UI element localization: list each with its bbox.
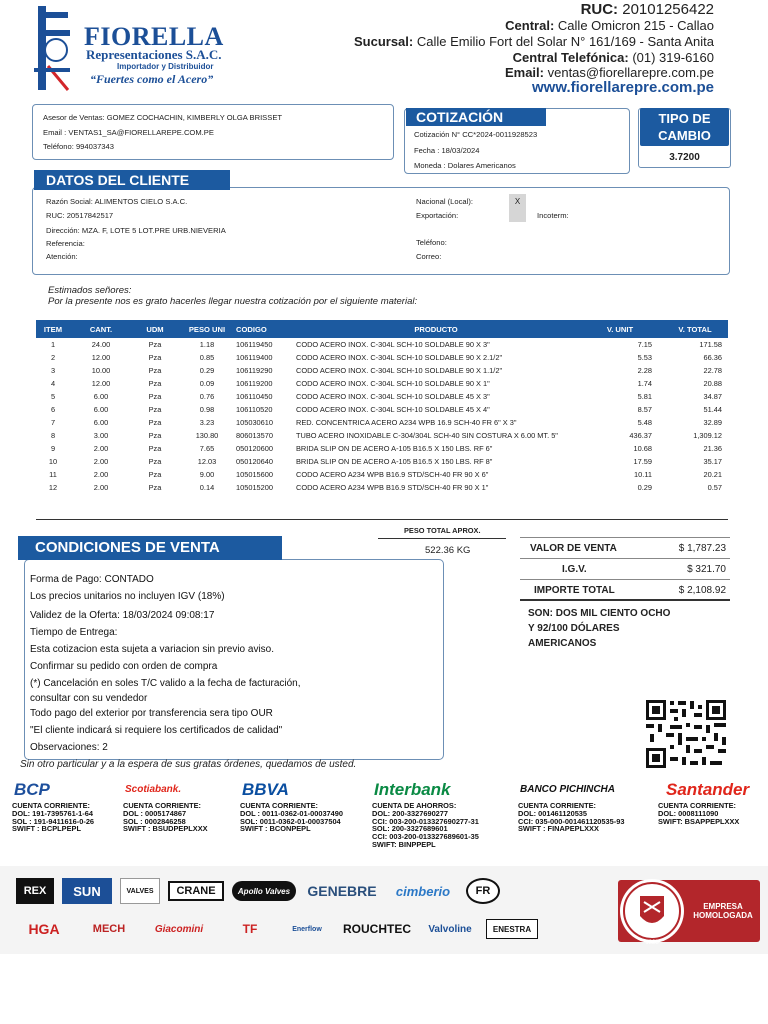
table-cell-codigo: 106119400 (236, 353, 273, 362)
table-cell-item: 5 (50, 392, 56, 401)
table-cell-item: 3 (50, 366, 56, 375)
table-cell-item: 2 (50, 353, 56, 362)
table-cell-v-total: 22.78 (703, 366, 722, 375)
items-table-header (36, 320, 728, 338)
bank-account-line: SWIFT: BSAPPEPLXXX (658, 816, 740, 826)
table-cell-v-total: 32.89 (703, 418, 722, 427)
bank-account-line: DOL: 001461120535 (518, 808, 588, 818)
condition-line: (*) Cancelación en soles T/C valido a la fecha de facturación, (30, 678, 301, 689)
qr-code-icon (644, 698, 730, 770)
table-cell-v-total: 35.17 (703, 457, 722, 466)
table-cell-v-unit: 10.11 (634, 470, 652, 479)
table-cell-peso-uni: 0.29 (199, 366, 215, 375)
company-logo-icon (34, 6, 74, 92)
table-cell-item: 9 (50, 444, 56, 453)
bank-account-type: CUENTA CORRIENTE: (240, 801, 319, 810)
quote-number: Cotización N° CC*2024-0011928523 (414, 130, 538, 139)
condition-line: Esta cotizacion esta sujeta a variacion sin previo aviso. (30, 644, 275, 655)
brand-logo: FR (466, 878, 500, 904)
table-row (36, 416, 728, 429)
table-cell-v-total: 20.88 (703, 379, 722, 388)
bank-logo: Interbank (374, 780, 451, 799)
importe-total-row: IMPORTE TOTAL $ 2,108.92 (520, 580, 730, 601)
table-cell-udm: Pza (148, 405, 162, 414)
bank-column (372, 778, 512, 849)
table-cell-cant: 2.00 (93, 444, 109, 453)
table-cell-producto: CODO ACERO INOX. C-304L SCH-10 SOLDABLE 90 X 1" (296, 379, 490, 388)
table-cell-cant: 12.00 (91, 353, 111, 362)
col-vunit: V. UNIT (578, 320, 662, 338)
table-cell-v-unit: 7.15 (637, 340, 652, 349)
bank-account-line: SWIFT : BCPLPEPL (12, 824, 81, 834)
table-cell-v-unit: 8.57 (637, 405, 652, 414)
client-direccion: Dirección: MZA. F, LOTE 5 LOT.PRE URB.NIEVERIA (46, 226, 226, 235)
table-cell-udm: Pza (148, 444, 162, 453)
table-row (36, 377, 728, 390)
col-peso: PESO UNI (178, 320, 236, 338)
table-cell-item: 4 (50, 379, 56, 388)
table-cell-v-unit: 436.37 (629, 431, 652, 440)
bank-account-type: CUENTA DE AHORROS: (372, 801, 457, 810)
valor-venta-row: VALOR DE VENTA $ 1,787.23 (520, 538, 730, 559)
igv-row: I.G.V. $ 321.70 (520, 559, 730, 580)
table-cell-item: 1 (50, 340, 56, 349)
weight-rule (378, 538, 506, 539)
condition-line: Forma de Pago: CONTADO (30, 574, 154, 585)
table-cell-v-total: 171.58 (699, 340, 722, 349)
condition-line: Observaciones: 2 (30, 742, 108, 753)
table-cell-peso-uni: 12.03 (197, 457, 217, 466)
quote-currency: Moneda : Dolares Americanos (414, 161, 516, 170)
table-bottom-rule (36, 519, 728, 520)
greeting-line-2: Por la presente nos es grato hacerles llegar nuestra cotización por el siguiente material: (48, 296, 418, 307)
table-row (36, 390, 728, 403)
company-website[interactable]: www.fiorellarepre.com.pe (532, 79, 714, 96)
company-tagline: Importador y Distribuidor (117, 62, 214, 71)
exchange-value: 3.7200 (669, 152, 700, 163)
table-cell-v-unit: 10.68 (633, 444, 652, 453)
table-cell-producto: CODO ACERO INOX. C-304L SCH-10 SOLDABLE 45 X 4" (296, 405, 490, 414)
bank-logo: BANCO PICHINCHA (520, 784, 615, 795)
table-cell-codigo: 105015600 (236, 470, 273, 479)
exchange-title: TIPO DE CAMBIO (640, 108, 729, 146)
bank-account-line: DOL : 0005174867 (123, 808, 187, 818)
table-cell-cant: 12.00 (91, 379, 111, 388)
table-cell-codigo: 105030610 (236, 418, 273, 427)
brand-logo: ROUCHTEC (343, 922, 411, 936)
table-cell-udm: Pza (148, 483, 162, 492)
table-cell-udm: Pza (148, 392, 162, 401)
amount-in-words: SON: DOS MIL CIENTO OCHO Y 92/100 DÓLARES AMERICANOS (528, 608, 671, 649)
table-cell-producto: RED. CONCENTRICA ACERO A234 WPB 16.9 SCH-40 FR 6" X 3" (296, 418, 517, 427)
table-cell-v-total: 0.57 (707, 483, 722, 492)
table-row (36, 442, 728, 455)
conditions-list (30, 571, 440, 756)
greeting-line-1: Estimados señores: (48, 285, 132, 296)
table-cell-codigo: 806013570 (236, 431, 273, 440)
table-cell-item: 7 (50, 418, 56, 427)
bank-logo: BBVA (242, 780, 289, 799)
table-cell-codigo: 050120600 (236, 444, 273, 453)
bank-account-line: CCI: 003-200-013327689601-35 (372, 832, 479, 842)
table-cell-codigo: 105015200 (236, 483, 273, 492)
table-cell-peso-uni: 3.23 (199, 418, 215, 427)
conditions-title: CONDICIONES DE VENTA (18, 536, 282, 560)
company-subtitle: Representaciones S.A.C. (86, 47, 222, 62)
bank-logo: Santander (666, 780, 750, 799)
advisor-box (32, 104, 394, 160)
table-cell-v-total: 34.87 (703, 392, 722, 401)
bank-column (240, 778, 380, 833)
bank-account-line: CCI: 035-000-001461120535-93 (518, 816, 625, 826)
table-cell-producto: BRIDA SLIP ON DE ACERO A-105 B16.5 X 150 LBS. RF 8" (296, 457, 493, 466)
brand-logo: VALVES (120, 878, 160, 904)
table-cell-v-unit: 5.48 (637, 418, 652, 427)
table-cell-producto: CODO ACERO INOX. C-304L SCH-10 SOLDABLE 90 X 2.1/2" (296, 353, 503, 362)
table-cell-v-total: 20.21 (703, 470, 722, 479)
table-row (36, 351, 728, 364)
table-cell-item: 12 (48, 483, 58, 492)
table-cell-producto: TUBO ACERO INOXIDABLE C-304/304L SCH-40 SIN COSTURA X 6.00 MT. 5" (296, 431, 558, 440)
brand-logo: Enerflow (292, 925, 322, 933)
client-telefono-label: Teléfono: (416, 238, 447, 247)
table-cell-cant: 3.00 (93, 431, 109, 440)
table-cell-producto: BRIDA SLIP ON DE ACERO A-105 B16.5 X 150 LBS. RF 6" (296, 444, 493, 453)
client-referencia: Referencia: (46, 239, 85, 248)
brand-logo: MECH (92, 923, 126, 935)
bank-account-line: SWIFT: BINPPEPL (372, 839, 436, 849)
company-slogan: “Fuertes como el Acero” (90, 72, 214, 86)
table-cell-cant: 10.00 (91, 366, 111, 375)
table-cell-codigo: 106119450 (236, 340, 273, 349)
condition-line: Tiempo de Entrega: (30, 627, 118, 638)
closing-text: Sin otro particular y a la espera de sus gratas órdenes, quedamos de usted. (20, 759, 357, 770)
table-cell-v-total: 51.44 (703, 405, 722, 414)
totals-table (520, 537, 730, 601)
certification-text: EMPRESA HOMOLOGADA (693, 902, 753, 920)
table-row (36, 403, 728, 416)
brands-row-2 (10, 912, 600, 946)
table-cell-v-total: 66.36 (703, 353, 722, 362)
weight-value: 522.36 KG (425, 545, 471, 556)
table-cell-v-total: 21.36 (703, 444, 722, 453)
company-name: FIORELLA (84, 22, 224, 51)
table-row (36, 429, 728, 442)
client-razon: Razón Social: ALIMENTOS CIELO S.A.C. (46, 197, 188, 206)
bank-account-line: DOL: 191-7395761-1-64 (12, 808, 93, 818)
condition-line: Los precios unitarios no incluyen IGV (18%) (30, 591, 225, 602)
table-cell-udm: Pza (148, 340, 162, 349)
table-cell-udm: Pza (148, 418, 162, 427)
table-cell-codigo: 106110520 (236, 405, 273, 414)
brand-logo: SUN (62, 878, 112, 904)
bureau-veritas-seal-icon (618, 876, 686, 946)
bank-account-type: CUENTA CORRIENTE: (658, 801, 737, 810)
bank-account-line: SOL: 200-3327689601 (372, 824, 448, 834)
table-cell-cant: 2.00 (93, 457, 109, 466)
table-cell-v-unit: 17.59 (633, 457, 652, 466)
advisor-name: Asesor de Ventas: GOMEZ COCHACHIN, KIMBERLY OLGA BRISSET (43, 113, 283, 122)
table-cell-cant: 6.00 (93, 392, 109, 401)
bank-account-line: DOL: 200-3327690277 (372, 808, 449, 818)
client-incoterm-label: Incoterm: (537, 211, 569, 220)
col-cant: CANT. (70, 320, 132, 338)
brand-logo: HGA (28, 921, 60, 937)
table-cell-peso-uni: 0.09 (199, 379, 215, 388)
brands-row-1 (16, 876, 596, 906)
quote-date: Fecha : 18/03/2024 (414, 146, 480, 155)
advisor-phone: Teléfono: 994037343 (43, 142, 114, 151)
condition-line: Confirmar su pedido con orden de compra (30, 661, 218, 672)
advisor-email: Email : VENTAS1_SA@FIORELLAREPE.COM.PE (43, 128, 214, 137)
bank-account-line: SOL : 191-9411616-0-26 (12, 816, 95, 826)
table-row (36, 338, 728, 351)
table-cell-peso-uni: 0.98 (199, 405, 215, 414)
brand-logo: Giacomini (154, 923, 204, 935)
table-cell-v-unit: 2.28 (637, 366, 652, 375)
table-cell-producto: CODO ACERO A234 WPB B16.9 STD/SCH-40 FR 90 X 6" (296, 470, 489, 479)
table-cell-peso-uni: 130.80 (195, 431, 219, 440)
bank-column (658, 778, 768, 825)
col-vtotal: V. TOTAL (662, 320, 728, 338)
certification-year: 1828 (645, 940, 659, 946)
table-cell-producto: CODO ACERO INOX. C-304L SCH-10 SOLDABLE 90 X 1.1/2" (296, 366, 503, 375)
brand-logo: REX (16, 878, 54, 904)
table-cell-cant: 6.00 (93, 405, 109, 414)
table-cell-v-total: 1,309.12 (693, 431, 722, 440)
brand-logo: Apollo Valves (232, 881, 296, 901)
bank-logo: Scotiabank. (125, 784, 182, 795)
certification-badge (618, 880, 760, 946)
table-cell-v-unit: 1.74 (637, 379, 652, 388)
brand-logo: CRANE (168, 881, 224, 901)
brand-logo: GENEBRE (307, 883, 377, 899)
table-cell-v-unit: 0.29 (637, 483, 652, 492)
table-cell-codigo: 106119200 (236, 379, 273, 388)
table-cell-peso-uni: 1.18 (199, 340, 215, 349)
table-cell-udm: Pza (148, 366, 162, 375)
weight-label: PESO TOTAL APROX. (404, 526, 481, 535)
client-atencion: Atención: (46, 252, 78, 261)
bank-account-type: CUENTA CORRIENTE: (12, 801, 91, 810)
client-exportacion-label: Exportación: (416, 211, 459, 220)
table-cell-producto: CODO ACERO INOX. C-304L SCH-10 SOLDABLE 45 X 3" (296, 392, 490, 401)
table-cell-cant: 2.00 (93, 470, 109, 479)
condition-line: Todo pago del exterior por transferencia sera tipo OUR (30, 708, 273, 719)
table-cell-v-unit: 5.53 (637, 353, 652, 362)
client-nacional-label: Nacional (Local): (416, 197, 473, 206)
brand-logo: TF (242, 922, 258, 936)
table-cell-item: 10 (48, 457, 58, 466)
table-row (36, 468, 728, 481)
company-phone: Central Telefónica: (01) 319-6160 (512, 50, 714, 65)
table-cell-codigo: 106110450 (236, 392, 273, 401)
table-cell-producto: CODO ACERO A234 WPB B16.9 STD/SCH-40 FR 90 X 1" (296, 483, 489, 492)
table-cell-v-unit: 5.81 (637, 392, 652, 401)
items-table (36, 320, 728, 494)
table-cell-cant: 2.00 (93, 483, 109, 492)
col-udm: UDM (132, 320, 178, 338)
table-cell-peso-uni: 0.76 (199, 392, 215, 401)
client-title: DATOS DEL CLIENTE (34, 170, 230, 190)
bank-account-line: SWIFT : BSUDPEPLXXX (123, 824, 208, 834)
table-cell-codigo: 050120640 (236, 457, 273, 466)
table-cell-item: 6 (50, 405, 56, 414)
bank-account-line: DOL: 0008111090 (658, 808, 719, 818)
table-cell-udm: Pza (148, 457, 162, 466)
table-cell-item: 8 (50, 431, 56, 440)
table-cell-codigo: 106119290 (236, 366, 273, 375)
table-cell-cant: 24.00 (91, 340, 111, 349)
bank-account-line: SOL : 0002846258 (123, 816, 186, 826)
table-cell-item: 11 (49, 470, 57, 479)
bank-accounts (10, 778, 760, 870)
brand-logo: ENESTRA (486, 919, 538, 939)
col-codigo: CODIGO (236, 320, 294, 338)
quote-title: COTIZACIÓN (406, 108, 546, 126)
table-cell-udm: Pza (148, 470, 162, 479)
company-central: Central: Calle Omicron 215 - Callao (505, 18, 714, 33)
bank-account-line: SWIFT : FINAPEPLXXX (518, 824, 599, 834)
condition-line: consultar con su vendedor (30, 693, 148, 704)
table-cell-peso-uni: 0.14 (199, 483, 215, 492)
brand-logo: Valvoline (428, 923, 472, 935)
bank-account-line: CCI: 003-200-013327690277-31 (372, 816, 479, 826)
client-ruc: RUC: 20517842517 (46, 211, 114, 220)
table-cell-peso-uni: 9.00 (199, 470, 215, 479)
exportacion-checkbox[interactable] (509, 209, 526, 222)
bank-column (518, 778, 658, 833)
company-ruc: RUC: 20101256422 (580, 1, 714, 18)
condition-line: Validez de la Oferta: 18/03/2024 09:08:17 (30, 610, 215, 621)
brand-logo: cimberio (395, 883, 451, 899)
client-correo-label: Correo: (416, 252, 442, 261)
table-cell-udm: Pza (148, 353, 162, 362)
col-producto: PRODUCTO (294, 320, 578, 338)
table-cell-cant: 6.00 (93, 418, 109, 427)
bank-account-line: SOL: 0011-0362-01-00037504 (240, 816, 341, 826)
bank-account-type: CUENTA CORRIENTE: (123, 801, 202, 810)
table-cell-udm: Pza (148, 379, 162, 388)
nacional-checkbox[interactable]: X (509, 194, 526, 209)
table-cell-peso-uni: 0.85 (199, 353, 215, 362)
bank-logo: BCP (14, 780, 50, 799)
company-sucursal: Sucursal: Calle Emilio Fort del Solar N° 161/169 - Santa Anita (353, 34, 714, 49)
col-item: ITEM (36, 320, 70, 338)
table-row (36, 455, 728, 468)
company-email: Email: ventas@fiorellarepre.com.pe (504, 65, 714, 80)
table-row (36, 481, 728, 494)
table-cell-producto: CODO ACERO INOX. C-304L SCH-10 SOLDABLE 90 X 3" (296, 340, 490, 349)
bank-account-type: CUENTA CORRIENTE: (518, 801, 597, 810)
table-row (36, 364, 728, 377)
table-cell-peso-uni: 7.65 (199, 444, 215, 453)
bank-account-line: DOL : 0011-0362-01-00037490 (240, 808, 343, 818)
table-cell-udm: Pza (148, 431, 162, 440)
bank-account-line: SWIFT : BCONPEPL (240, 824, 311, 834)
condition-line: "El cliente indicará si requiere los certificados de calidad" (30, 725, 283, 736)
